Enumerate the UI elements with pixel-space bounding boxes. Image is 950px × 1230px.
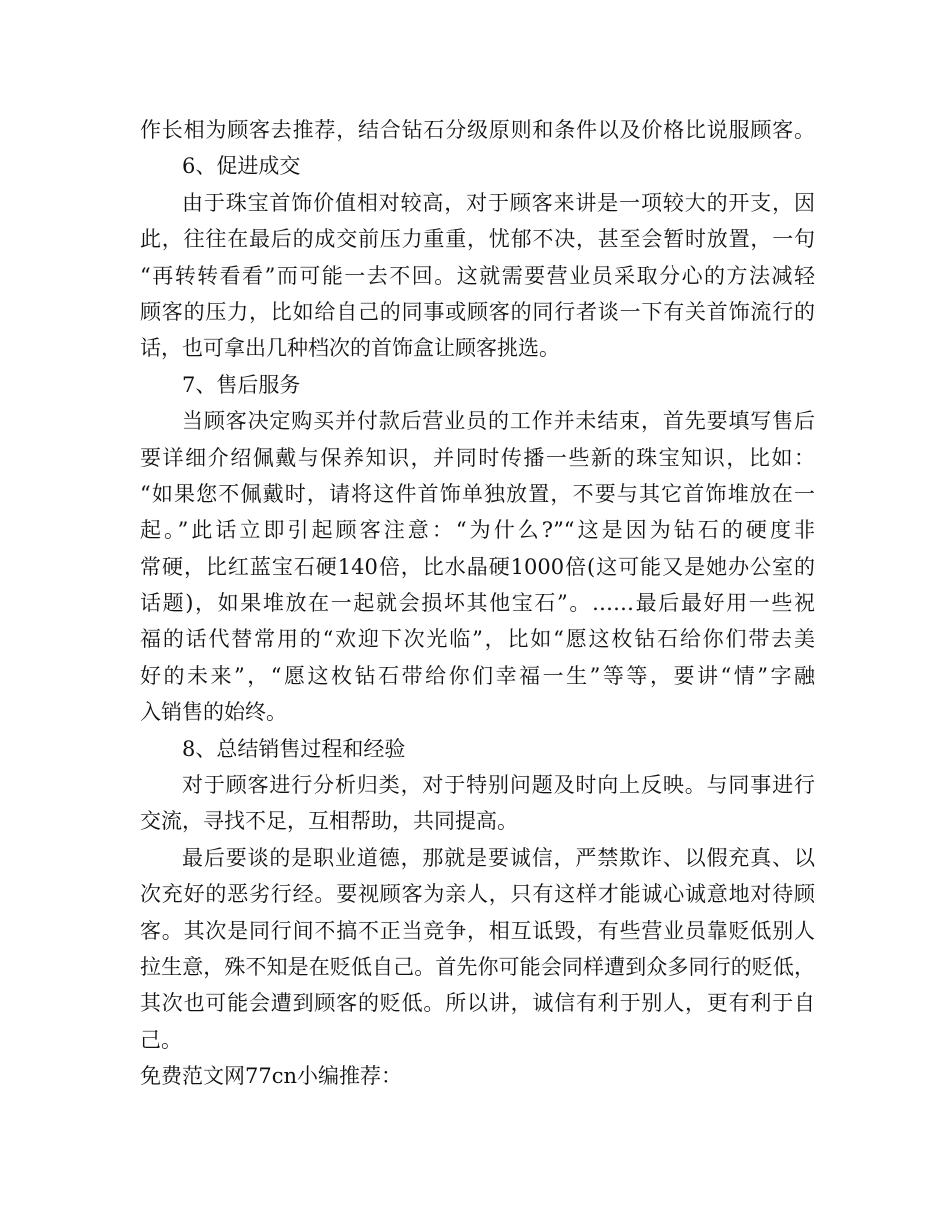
recommendation-footer: 免费范文网77cn小编推荐： — [140, 1064, 403, 1089]
text-line: 交流，寻找不足，互相帮助，共同提高。 — [140, 809, 518, 834]
document-body — [140, 112, 815, 1095]
text-line: 话题)，如果堆放在一起就会损坏其他宝石”。……最后最好用一些祝 — [140, 591, 815, 616]
text-line: 福的话代替常用的“欢迎下次光临”，比如“愿这枚钻石给你们带去美 — [140, 627, 815, 652]
text-line: 客。其次是同行间不搞不正当竞争，相互诋毁，有些营业员靠贬低别人 — [140, 918, 815, 943]
text-line: 常硬，比红蓝宝石硬140倍，比水晶硬1000倍(这可能又是她办公室的 — [140, 554, 815, 579]
text-line: 由于珠宝首饰价值相对较高，对于顾客来讲是一项较大的开支，因 — [182, 190, 815, 215]
text-line: “如果您不佩戴时，请将这件首饰单独放置，不要与其它首饰堆放在一 — [140, 481, 815, 506]
text-line: 起。”此话立即引起顾客注意：“为什么?”“这是因为钻石的硬度非 — [140, 518, 815, 543]
text-line: 顾客的压力，比如给自己的同事或顾客的同行者谈一下有关首饰流行的 — [140, 299, 815, 324]
text-line: “再转转看看”而可能一去不回。这就需要营业员采取分心的方法减轻 — [140, 263, 815, 288]
text-line: 作长相为顾客去推荐，结合钻石分级原则和条件以及价格比说服顾客。 — [140, 118, 815, 142]
section-heading-6: 6、促进成交 — [182, 154, 301, 179]
text-line: 最后要谈的是职业道德，那就是要诚信，严禁欺诈、以假充真、以 — [182, 845, 815, 870]
text-line: 好的未来”，“愿这枚钻石带给你们幸福一生”等等，要讲“情”字融 — [140, 663, 815, 688]
text-line: 话，也可拿出几种档次的首饰盒让顾客挑选。 — [140, 336, 560, 361]
text-line: 对于顾客进行分析归类，对于特别问题及时向上反映。与同事进行 — [182, 773, 815, 798]
text-line: 当顾客决定购买并付款后营业员的工作并未结束，首先要填写售后 — [182, 409, 815, 434]
section-heading-8: 8、总结销售过程和经验 — [182, 736, 406, 761]
text-line: 要详细介绍佩戴与保养知识，并同时传播一些新的珠宝知识，比如： — [140, 445, 815, 470]
text-line: 其次也可能会遭到顾客的贬低。所以讲，诚信有利于别人，更有利于自 — [140, 991, 815, 1016]
text-line: 此，往往在最后的成交前压力重重，忧郁不决，甚至会暂时放置，一句 — [140, 227, 815, 252]
text-line: 己。 — [140, 1027, 182, 1052]
text-line: 拉生意，殊不知是在贬低自己。首先你可能会同样遭到众多同行的贬低， — [140, 954, 815, 979]
section-heading-7: 7、售后服务 — [182, 372, 301, 397]
text-line: 次充好的恶劣行经。要视顾客为亲人，只有这样才能诚心诚意地对待顾 — [140, 882, 815, 907]
text-line: 入销售的始终。 — [140, 700, 287, 725]
